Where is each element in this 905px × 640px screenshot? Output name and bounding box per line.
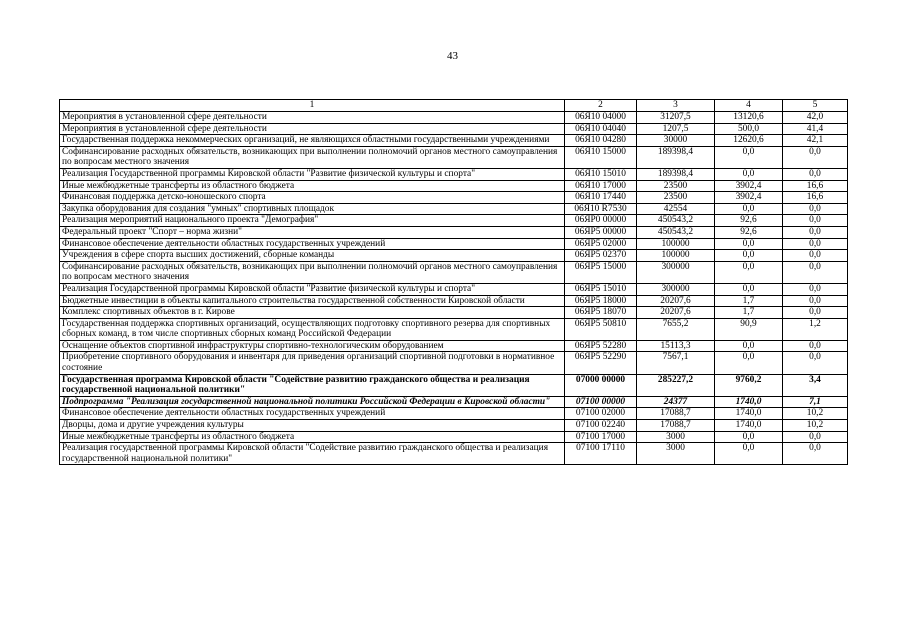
row-percent: 0,0: [783, 283, 848, 295]
row-name: Комплекс спортивных объектов в г. Кирове: [60, 307, 565, 319]
header-col-4: 4: [715, 100, 783, 112]
row-code: 06ЯР0 00000: [565, 215, 637, 227]
row-name: Финансовая поддержка детско-юношеского спорта: [60, 192, 565, 204]
row-code: 07100 00000: [565, 396, 637, 408]
row-percent: 0,0: [783, 146, 848, 168]
row-executed-value: 92,6: [715, 226, 783, 238]
row-percent: 42,0: [783, 112, 848, 124]
row-planned-value: 3000: [637, 443, 715, 465]
header-col-2: 2: [565, 100, 637, 112]
row-code: 07000 00000: [565, 374, 637, 396]
row-executed-value: 0,0: [715, 443, 783, 465]
row-code: 07100 02240: [565, 420, 637, 432]
row-planned-value: 17088,7: [637, 420, 715, 432]
table-row: [60, 226, 848, 238]
row-planned-value: 42554: [637, 203, 715, 215]
row-executed-value: 0,0: [715, 203, 783, 215]
table-row: [60, 192, 848, 204]
row-percent: 0,0: [783, 226, 848, 238]
row-percent: 10,2: [783, 408, 848, 420]
row-percent: 0,0: [783, 431, 848, 443]
row-name: Реализация мероприятий национального проекта "Демография": [60, 215, 565, 227]
row-percent: 0,0: [783, 261, 848, 283]
row-code: 06Я10 15010: [565, 168, 637, 180]
row-executed-value: 92,6: [715, 215, 783, 227]
row-percent: 1,2: [783, 318, 848, 340]
row-code: 06Я10 17440: [565, 192, 637, 204]
row-executed-value: 13120,6: [715, 112, 783, 124]
row-executed-value: 0,0: [715, 352, 783, 374]
row-name: Иные межбюджетные трансферты из областного бюджета: [60, 180, 565, 192]
row-percent: 0,0: [783, 168, 848, 180]
row-percent: 16,6: [783, 180, 848, 192]
row-code: 06ЯР5 18000: [565, 295, 637, 307]
row-name: Учреждения в сфере спорта высших достижений, сборные команды: [60, 250, 565, 262]
row-percent: 0,0: [783, 307, 848, 319]
row-executed-value: 1,7: [715, 295, 783, 307]
table-row: [60, 283, 848, 295]
row-code: 06ЯР5 50810: [565, 318, 637, 340]
header-col-3: 3: [637, 100, 715, 112]
row-executed-value: 0,0: [715, 261, 783, 283]
row-percent: 0,0: [783, 203, 848, 215]
row-executed-value: 0,0: [715, 340, 783, 352]
table-row: [60, 123, 848, 135]
row-code: 06Я10 04280: [565, 135, 637, 147]
row-code: 06ЯР5 18070: [565, 307, 637, 319]
row-planned-value: 100000: [637, 238, 715, 250]
row-executed-value: 12620,6: [715, 135, 783, 147]
header-col-5: 5: [783, 100, 848, 112]
table-row: [60, 340, 848, 352]
row-name: Государственная поддержка некоммерческих организаций, не являющихся областными государственными учреждениями: [60, 135, 565, 147]
row-executed-value: 1740,0: [715, 408, 783, 420]
table-row: [60, 408, 848, 420]
table-row: [60, 318, 848, 340]
row-executed-value: 0,0: [715, 168, 783, 180]
row-code: 06ЯР5 00000: [565, 226, 637, 238]
row-planned-value: 189398,4: [637, 146, 715, 168]
row-name: Финансовое обеспечение деятельности областных государственных учреждений: [60, 408, 565, 420]
row-planned-value: 189398,4: [637, 168, 715, 180]
table-row: [60, 112, 848, 124]
row-name: Софинансирование расходных обязательств, возникающих при выполнении полномочий органов местного самоуправления по вопросам местного значения: [60, 146, 565, 168]
row-planned-value: 17088,7: [637, 408, 715, 420]
row-planned-value: 300000: [637, 261, 715, 283]
row-code: 06ЯР5 15010: [565, 283, 637, 295]
budget-table: [59, 99, 848, 465]
row-code: 07100 17000: [565, 431, 637, 443]
row-planned-value: 3000: [637, 431, 715, 443]
row-code: 06Я10 04040: [565, 123, 637, 135]
row-percent: 42,1: [783, 135, 848, 147]
table-row: [60, 135, 848, 147]
row-name: Дворцы, дома и другие учреждения культуры: [60, 420, 565, 432]
row-percent: 0,0: [783, 215, 848, 227]
row-executed-value: 0,0: [715, 431, 783, 443]
table-row: [60, 374, 848, 396]
row-code: 07100 02000: [565, 408, 637, 420]
header-col-1: 1: [60, 100, 565, 112]
row-code: 06Я10 15000: [565, 146, 637, 168]
row-planned-value: 23500: [637, 180, 715, 192]
row-percent: 0,0: [783, 250, 848, 262]
row-name: Приобретение спортивного оборудования и инвентаря для приведения организаций спортивной подготовки в нормативное состояние: [60, 352, 565, 374]
row-code: 06ЯР5 52280: [565, 340, 637, 352]
table-row: [60, 261, 848, 283]
row-percent: 0,0: [783, 295, 848, 307]
row-code: 06Я10 R7530: [565, 203, 637, 215]
row-planned-value: 1207,5: [637, 123, 715, 135]
row-name: Подпрограмма "Реализация государственной национальной политики Российской Федерации в Кировской области": [60, 396, 565, 408]
row-code: 06ЯР5 15000: [565, 261, 637, 283]
row-planned-value: 7655,2: [637, 318, 715, 340]
table-row: [60, 180, 848, 192]
row-planned-value: 20207,6: [637, 295, 715, 307]
table-row: [60, 352, 848, 374]
row-executed-value: 500,0: [715, 123, 783, 135]
table-row: [60, 250, 848, 262]
table-row: [60, 238, 848, 250]
row-percent: 0,0: [783, 352, 848, 374]
table-row: [60, 168, 848, 180]
row-code: 06ЯР5 52290: [565, 352, 637, 374]
row-planned-value: 23500: [637, 192, 715, 204]
row-executed-value: 1740,0: [715, 420, 783, 432]
row-executed-value: 3902,4: [715, 180, 783, 192]
row-executed-value: 0,0: [715, 238, 783, 250]
row-name: Государственная программа Кировской области "Содействие развитию гражданского общества и реализация государственной национальной политики": [60, 374, 565, 396]
row-executed-value: 3902,4: [715, 192, 783, 204]
row-planned-value: 20207,6: [637, 307, 715, 319]
row-percent: 0,0: [783, 238, 848, 250]
row-percent: 0,0: [783, 340, 848, 352]
row-name: Софинансирование расходных обязательств, возникающих при выполнении полномочий органов местного самоуправления по вопросам местного значения: [60, 261, 565, 283]
row-name: Иные межбюджетные трансферты из областного бюджета: [60, 431, 565, 443]
row-planned-value: 31207,5: [637, 112, 715, 124]
table-row: [60, 420, 848, 432]
row-planned-value: 285227,2: [637, 374, 715, 396]
row-executed-value: 1,7: [715, 307, 783, 319]
row-executed-value: 1740,0: [715, 396, 783, 408]
table-row: [60, 307, 848, 319]
row-name: Реализация Государственной программы Кировской области "Развитие физической культуры и спорта": [60, 168, 565, 180]
row-executed-value: 90,9: [715, 318, 783, 340]
row-planned-value: 15113,3: [637, 340, 715, 352]
row-executed-value: 0,0: [715, 250, 783, 262]
table-row: [60, 431, 848, 443]
row-name: Мероприятия в установленной сфере деятельности: [60, 123, 565, 135]
row-name: Бюджетные инвестиции в объекты капитального строительства государственной собственности Кировской области: [60, 295, 565, 307]
row-name: Финансовое обеспечение деятельности областных государственных учреждений: [60, 238, 565, 250]
row-planned-value: 100000: [637, 250, 715, 262]
row-planned-value: 300000: [637, 283, 715, 295]
table-row: [60, 396, 848, 408]
row-planned-value: 30000: [637, 135, 715, 147]
row-percent: 16,6: [783, 192, 848, 204]
row-code: 06Я10 17000: [565, 180, 637, 192]
row-percent: 0,0: [783, 443, 848, 465]
row-planned-value: 24377: [637, 396, 715, 408]
row-planned-value: 7567,1: [637, 352, 715, 374]
row-name: Федеральный проект "Спорт – норма жизни": [60, 226, 565, 238]
row-name: Реализация Государственной программы Кировской области "Развитие физической культуры и спорта": [60, 283, 565, 295]
row-percent: 10,2: [783, 420, 848, 432]
row-percent: 7,1: [783, 396, 848, 408]
table-row: [60, 295, 848, 307]
row-executed-value: 9760,2: [715, 374, 783, 396]
row-code: 07100 17110: [565, 443, 637, 465]
row-code: 06ЯР5 02000: [565, 238, 637, 250]
row-planned-value: 450543,2: [637, 215, 715, 227]
table-row: [60, 215, 848, 227]
row-name: Государственная поддержка спортивных организаций, осуществляющих подготовку спортивного резерва для спортивных сборных команд, в том числе спортивных сборных команд Российской Федерации: [60, 318, 565, 340]
page-number: 43: [447, 50, 458, 62]
row-percent: 3,4: [783, 374, 848, 396]
row-name: Реализация государственной программы Кировской области "Содействие развитию гражданского общества и реализация государственной национальной политики": [60, 443, 565, 465]
row-name: Закупка оборудования для создания "умных" спортивных площадок: [60, 203, 565, 215]
row-percent: 41,4: [783, 123, 848, 135]
table-row: [60, 203, 848, 215]
row-name: Мероприятия в установленной сфере деятельности: [60, 112, 565, 124]
table-row: [60, 443, 848, 465]
row-code: 06Я10 04000: [565, 112, 637, 124]
row-planned-value: 450543,2: [637, 226, 715, 238]
row-name: Оснащение объектов спортивной инфраструктуры спортивно-технологическим оборудованием: [60, 340, 565, 352]
row-code: 06ЯР5 02370: [565, 250, 637, 262]
row-executed-value: 0,0: [715, 283, 783, 295]
row-executed-value: 0,0: [715, 146, 783, 168]
table-header-row: [60, 100, 848, 112]
table-row: [60, 146, 848, 168]
